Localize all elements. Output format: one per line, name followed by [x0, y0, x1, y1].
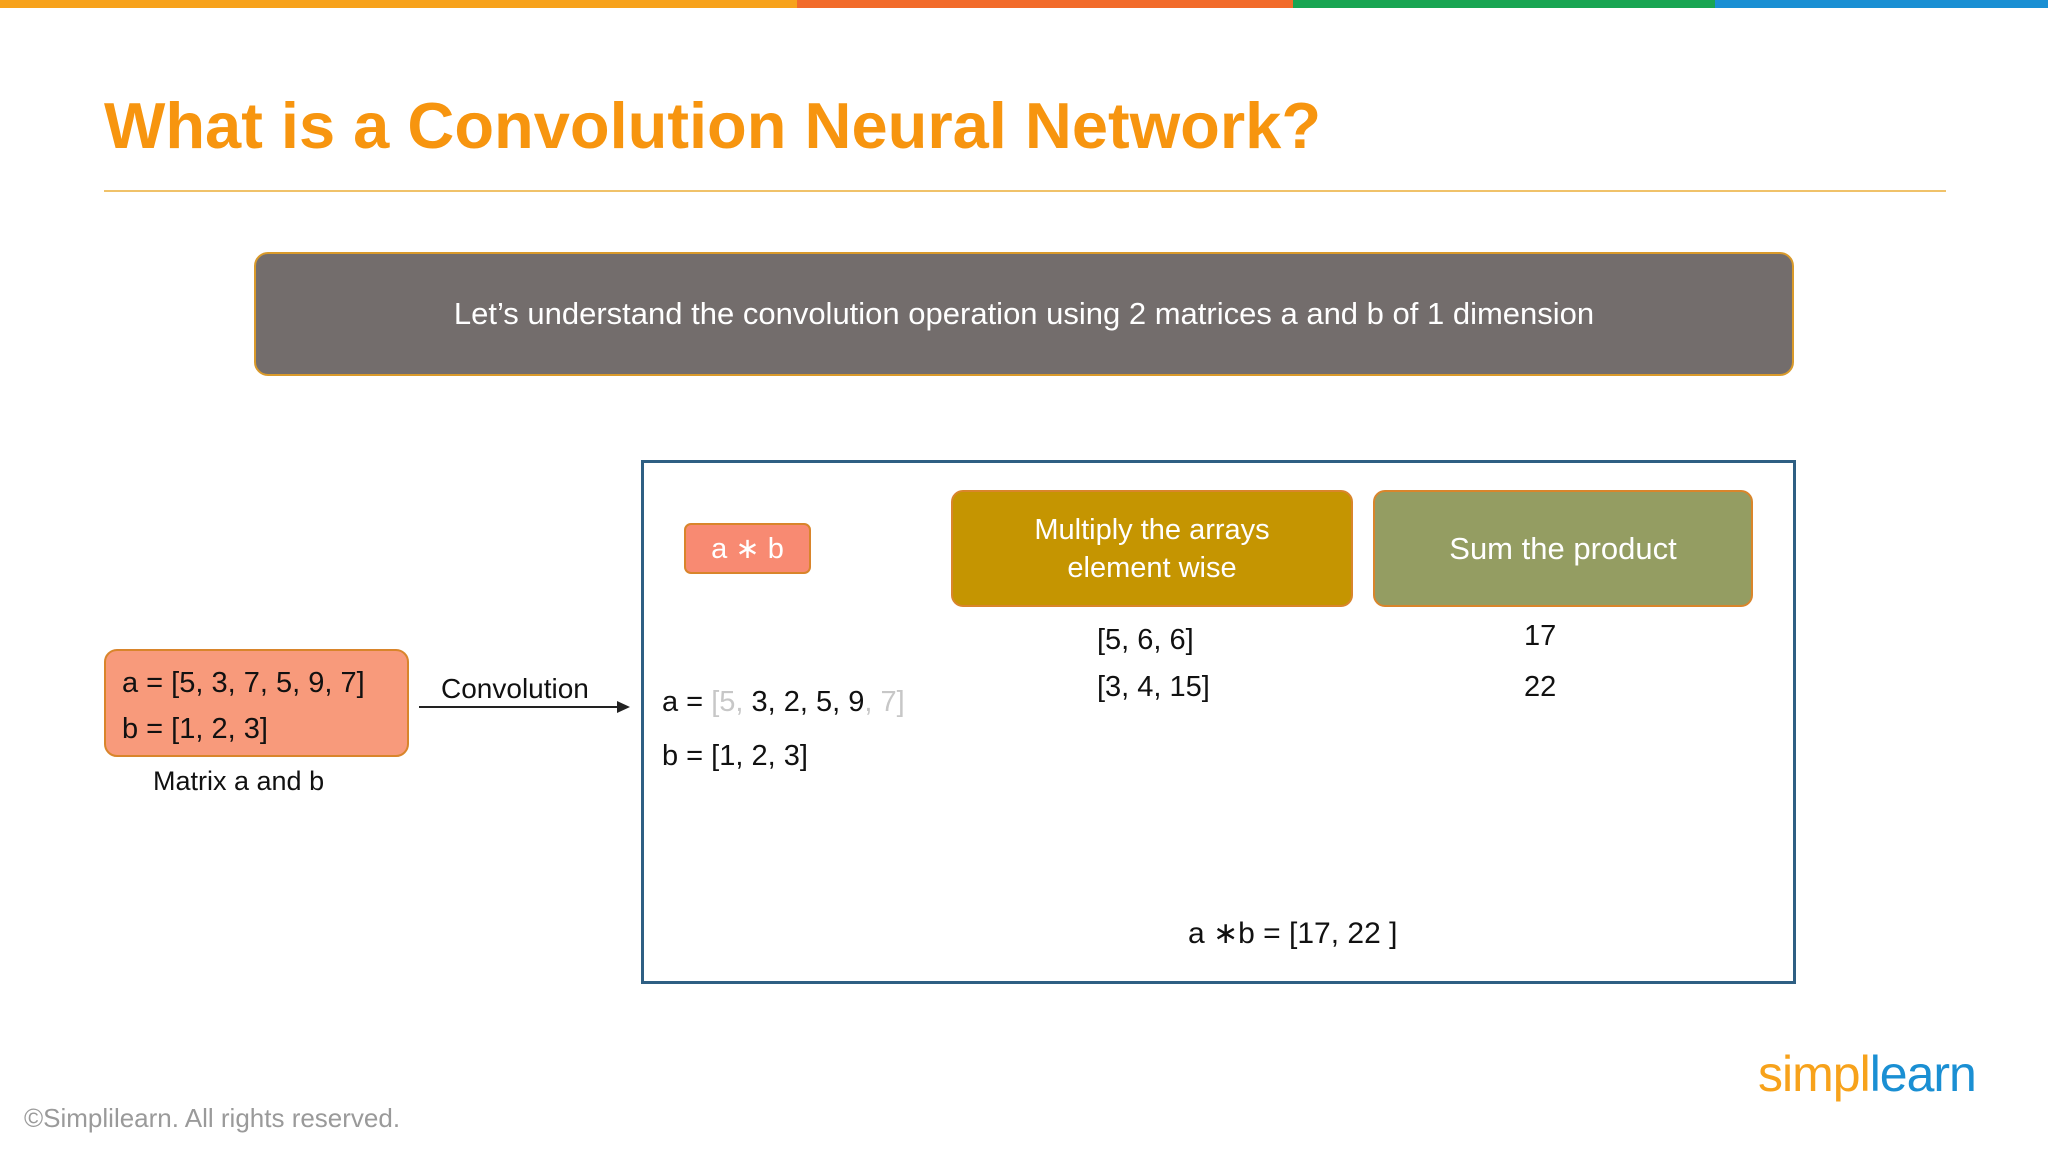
simplilearn-logo: [1758, 1045, 1976, 1105]
sum-row-1: 17: [1524, 620, 1557, 652]
convolution-arrow-icon: [419, 697, 631, 717]
intro-banner-text: Let’s understand the convolution operation using 2 matrices a and b of 1 dimension: [453, 296, 1595, 331]
matrix-a-text: a = [5, 3, 7, 5, 9, 7]: [122, 667, 365, 699]
sum-step-box: [1373, 490, 1753, 607]
top-bar-orange: [0, 0, 797, 8]
window-a-row: [662, 686, 905, 719]
top-color-bar: [0, 0, 2048, 8]
convolution-result: a ∗b = [17, 22 ]: [1188, 917, 1398, 950]
window-a-faded-end: , 7]: [864, 686, 905, 718]
product-row-2: [3, 4, 15]: [1097, 671, 1210, 703]
operation-badge-text: a ∗ b: [711, 533, 784, 565]
logo-part-simpl: simpl: [1758, 1046, 1870, 1102]
matrix-box: [104, 649, 409, 757]
intro-banner: [254, 252, 1794, 376]
multiply-step-box: [951, 490, 1353, 607]
logo-part-learn: learn: [1869, 1046, 1976, 1102]
operation-badge: [684, 523, 811, 574]
top-bar-red: [797, 0, 1293, 8]
convolution-label: Convolution: [441, 673, 589, 704]
sum-step-text: Sum the product: [1449, 530, 1677, 566]
window-a-visible: 3, 2, 5, 9: [751, 686, 865, 718]
sum-row-2: 22: [1524, 671, 1557, 703]
matrix-b-text: b = [1, 2, 3]: [122, 713, 268, 745]
copyright-text: ©Simplilearn. All rights reserved.: [24, 1103, 401, 1133]
multiply-step-line-1: Multiply the arrays: [1034, 513, 1270, 546]
window-a-faded-start: [5,: [711, 686, 752, 718]
multiply-step-line-2: element wise: [1067, 551, 1237, 584]
window-a-prefix: a =: [662, 686, 712, 718]
product-row-1: [5, 6, 6]: [1097, 624, 1194, 656]
slide-title: What is a Convolution Neural Network?: [104, 89, 1322, 162]
top-bar-green: [1293, 0, 1715, 8]
top-bar-blue: [1715, 0, 2048, 8]
matrix-caption: Matrix a and b: [153, 766, 325, 796]
title-divider: [104, 190, 1946, 192]
window-b-row: b = [1, 2, 3]: [662, 740, 808, 772]
